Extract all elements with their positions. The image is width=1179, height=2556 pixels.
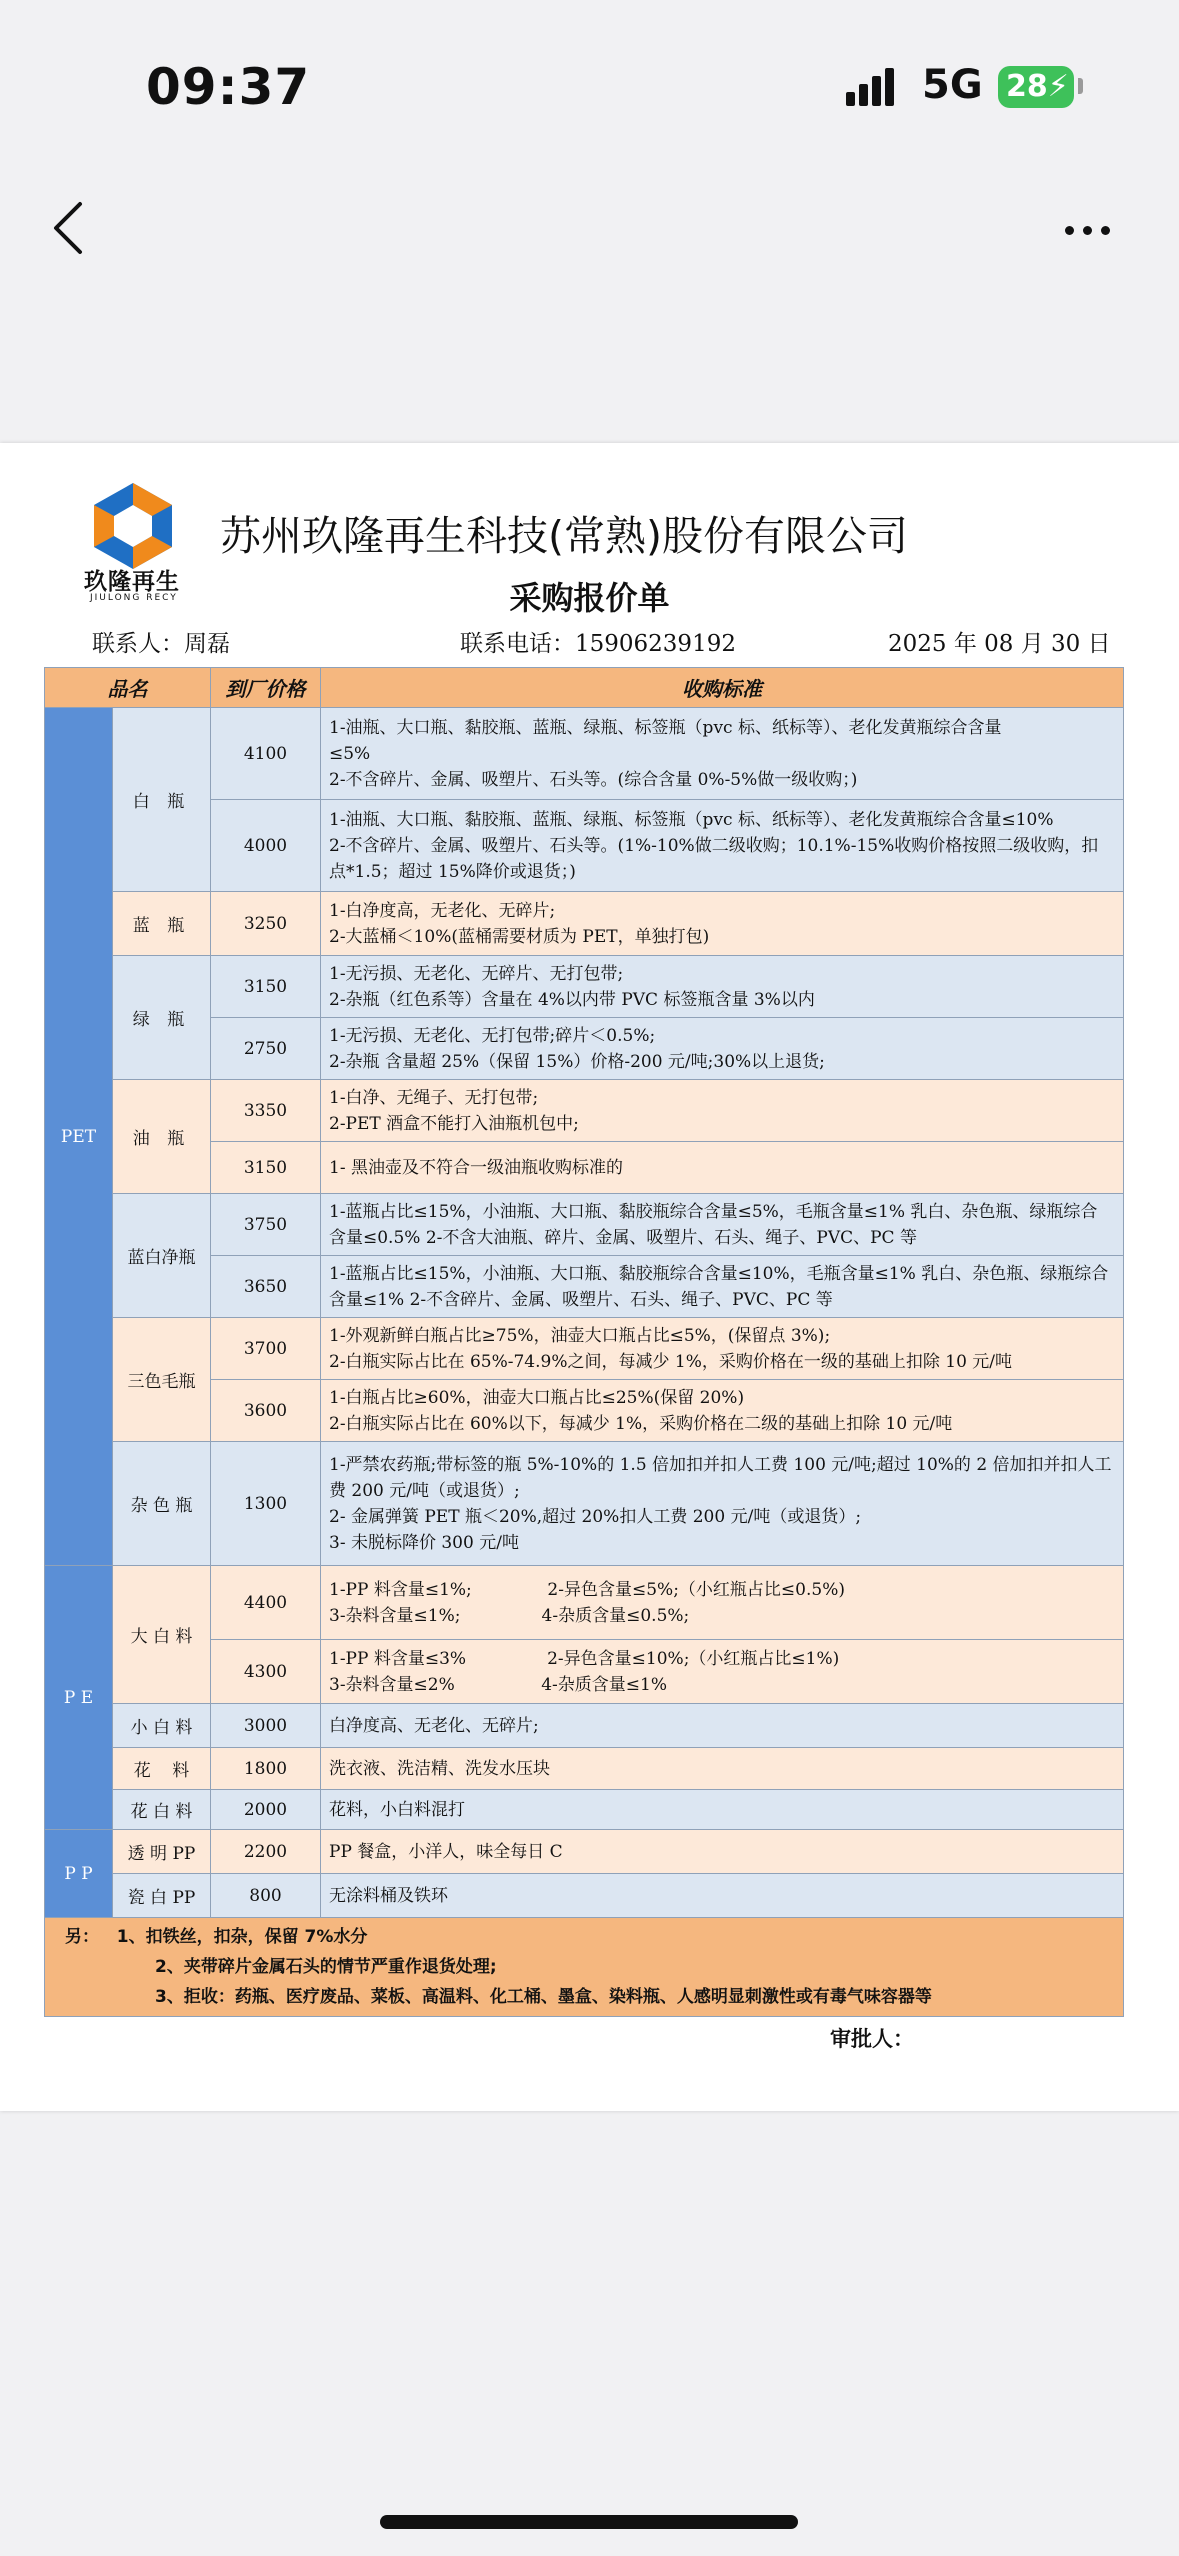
item-standard [321,1142,1124,1194]
back-icon[interactable] [46,198,90,258]
approver-label: 审批人： [830,2027,914,2051]
price-table [44,667,1124,2017]
standard-line: 2-大蓝桶＜10%(蓝桶需要材质为 PET，单独打包) [329,926,710,947]
battery-cap [1078,78,1083,94]
standard-line: 含量≤1% 2-不含碎片、金属、吸塑片、石头、绳子、PVC、PC 等 [329,1289,833,1310]
item-standard [321,1566,1124,1640]
item-standard [321,892,1124,956]
item-standard [321,1380,1124,1442]
standard-line: 1-无污损、无老化、无打包带;碎片＜0.5%; [329,1025,656,1046]
contact-phone: 联系电话：15906239192 [460,631,736,657]
standard-line: 1-严禁农药瓶;带标签的瓶 5%-10%的 1.5 倍加扣并扣人工费 100 元/吨;超过 10%的 2 倍加扣并扣人工 [329,1454,1112,1475]
item-price: 4300 [211,1640,321,1704]
standard-line: 1-蓝瓶占比≤15%，小油瓶、大口瓶、黏胶瓶综合含量≤5%，毛瓶含量≤1% 乳白、杂色瓶、绿瓶综合 [329,1201,1098,1222]
item-standard [321,1318,1124,1380]
item-name: 大 白 料 [113,1566,211,1704]
table-row [45,956,1124,1018]
standard-line: 1-油瓶、大口瓶、黏胶瓶、蓝瓶、绿瓶、标签瓶（pvc 标、纸标等）、老化发黄瓶综合含量≤10% [329,809,1054,830]
item-price: 2200 [211,1830,321,1874]
standard-line: 2-白瓶实际占比在 60%以下，每减少 1%，采购价格在二级的基础上扣除 10 元/吨 [329,1413,953,1434]
item-price: 3750 [211,1194,321,1256]
standard-line: 1- 黑油壶及不符合一级油瓶收购标准的 [329,1157,623,1178]
standard-line: 3-杂料含量≤2% 4-杂质含量≤1% [329,1674,668,1695]
standard-line: 2- 金属弹簧 PET 瓶＜20%,超过 20%扣人工费 200 元/吨（或退货）; [329,1506,862,1527]
company-name: 苏州玖隆再生科技(常熟)股份有限公司 [220,512,908,560]
item-price: 2750 [211,1018,321,1080]
standard-line: 2-白瓶实际占比在 65%-74.9%之间，每减少 1%，采购价格在一级的基础上扣除 10 元/吨 [329,1351,1013,1372]
item-price: 3150 [211,956,321,1018]
item-name: 杂 色 瓶 [113,1442,211,1566]
item-price: 3150 [211,1142,321,1194]
category-pe: P E [45,1566,113,1830]
table-row [45,1704,1124,1748]
item-standard [321,1640,1124,1704]
item-price: 4000 [211,800,321,892]
item-standard [321,1080,1124,1142]
standard-line: 费 200 元/吨（或退货）; [329,1480,520,1501]
company-logo-icon [88,481,178,571]
item-price: 3600 [211,1380,321,1442]
standard-line: ≤5% [329,743,371,764]
standard-line: 3- 未脱标降价 300 元/吨 [329,1532,519,1553]
item-name: 瓷 白 PP [113,1874,211,1918]
table-row [45,1442,1124,1566]
item-price: 3650 [211,1256,321,1318]
note-line: 2、夹带碎片金属石头的情节严重作退货处理; [155,1957,497,1977]
item-name: 白 瓶 [113,708,211,892]
item-name: 三色毛瓶 [113,1318,211,1442]
item-standard [321,800,1124,892]
item-name: 绿 瓶 [113,956,211,1080]
table-row [45,1194,1124,1256]
standard-line: 1-蓝瓶占比≤15%，小油瓶、大口瓶、黏胶瓶综合含量≤10%，毛瓶含量≤1% 乳白、杂色瓶、绿瓶综合 [329,1263,1109,1284]
standard-line: 2-不含碎片、金属、吸塑片、石头等。(1%-10%做二级收购；10.1%-15%收购价格按照二级收购，扣 [329,835,1099,856]
logo-text: 玖隆再生 [84,568,180,595]
battery-level: 28 [1006,69,1048,104]
standard-line: 2-PET 酒盒不能打入油瓶机包中; [329,1113,579,1134]
item-name: 花 料 [113,1748,211,1790]
item-standard [321,956,1124,1018]
item-name: 蓝白净瓶 [113,1194,211,1318]
item-price: 4100 [211,708,321,800]
item-standard: 花料，小白料混打 [321,1790,1124,1830]
table-header-row [45,668,1124,708]
table-row [45,1790,1124,1830]
document-date: 2025 年 08 月 30 日 [888,631,1111,657]
note-line: 3、拒收：药瓶、医疗废品、菜板、高温料、化工桶、墨盒、染料瓶、人感明显刺激性或有毒气味容器等 [155,1987,932,2007]
header-name: 品名 [45,668,211,708]
item-standard: 白净度高、无老化、无碎片; [321,1704,1124,1748]
standard-line: 1-无污损、无老化、无碎片、无打包带; [329,963,624,984]
status-bar [0,0,1179,175]
table-row [45,1566,1124,1640]
item-price: 2000 [211,1790,321,1830]
table-row [45,892,1124,956]
item-standard [321,1194,1124,1256]
document-title: 采购报价单 [509,579,670,617]
status-time: 09:37 [146,58,311,116]
table-row [45,1748,1124,1790]
item-name: 蓝 瓶 [113,892,211,956]
standard-line: 1-外观新鲜白瓶占比≥75%，油壶大口瓶占比≤5%，(保留点 3%); [329,1325,831,1346]
standard-line: 1-油瓶、大口瓶、黏胶瓶、蓝瓶、绿瓶、标签瓶（pvc 标、纸标等）、老化发黄瓶综合含量 [329,717,1002,738]
table-row [45,1830,1124,1874]
notes-row [45,1918,1124,2017]
network-label: 5G [922,62,983,108]
item-price: 1800 [211,1748,321,1790]
standard-line: 点*1.5；超过 15%降价或退货；) [329,861,576,882]
standard-line: 含量≤0.5% 2-不含大油瓶、碎片、金属、吸塑片、石头、绳子、PVC、PC 等 [329,1227,917,1248]
category-pp: P P [45,1830,113,1918]
category-pet: PET [45,708,113,1566]
item-standard [321,1442,1124,1566]
standard-line: 1-PP 料含量≤1%; 2-异色含量≤5%;（小红瓶占比≤0.5%) [329,1579,846,1600]
note-line: 另： 1、扣铁丝，扣杂，保留 7%水分 [65,1927,368,1947]
more-icon[interactable] [1065,220,1119,239]
item-standard: 洗衣液、洗洁精、洗发水压块 [321,1748,1124,1790]
item-price: 3350 [211,1080,321,1142]
header-price: 到厂价格 [211,668,321,708]
item-standard: 无涂料桶及铁环 [321,1874,1124,1918]
item-name: 花 白 料 [113,1790,211,1830]
standard-line: 2-杂瓶（红色系等）含量在 4%以内带 PVC 标签瓶含量 3%以内 [329,989,815,1010]
standard-line: 1-白瓶占比≥60%，油壶大口瓶占比≤25%(保留 20%) [329,1387,745,1408]
standard-line: 2-杂瓶 含量超 25%（保留 15%）价格-200 元/吨;30%以上退货; [329,1051,825,1072]
item-standard: PP 餐盒，小洋人，味全每日 C [321,1830,1124,1874]
standard-line: 1-PP 料含量≤3% 2-异色含量≤10%;（小红瓶占比≤1%) [329,1648,840,1669]
signal-icon [846,68,904,106]
item-name: 油 瓶 [113,1080,211,1194]
standard-line: 1-白净、无绳子、无打包带; [329,1087,539,1108]
item-standard [321,1256,1124,1318]
standard-line: 1-白净度高，无老化、无碎片; [329,900,556,921]
standard-line: 2-不含碎片、金属、吸塑片、石头等。(综合含量 0%-5%做一级收购；) [329,769,858,790]
item-name: 小 白 料 [113,1704,211,1748]
item-price: 3000 [211,1704,321,1748]
standard-line: 3-杂料含量≤1%; 4-杂质含量≤0.5%; [329,1605,690,1626]
document-image [0,443,1179,2111]
item-standard [321,708,1124,800]
battery-icon: 28⚡ [998,66,1074,108]
item-price: 3250 [211,892,321,956]
logo-english: JIULONG RECY [90,593,178,603]
item-price: 4400 [211,1566,321,1640]
notes-cell [45,1918,1124,2017]
table-row [45,1080,1124,1142]
item-standard [321,1018,1124,1080]
home-indicator[interactable] [380,2515,798,2529]
item-price: 1300 [211,1442,321,1566]
item-price: 800 [211,1874,321,1918]
item-name: 透 明 PP [113,1830,211,1874]
table-row [45,1318,1124,1380]
item-price: 3700 [211,1318,321,1380]
table-row [45,1874,1124,1918]
header-standard: 收购标准 [321,668,1124,708]
table-row [45,708,1124,800]
contact-person: 联系人：周磊 [92,631,230,657]
